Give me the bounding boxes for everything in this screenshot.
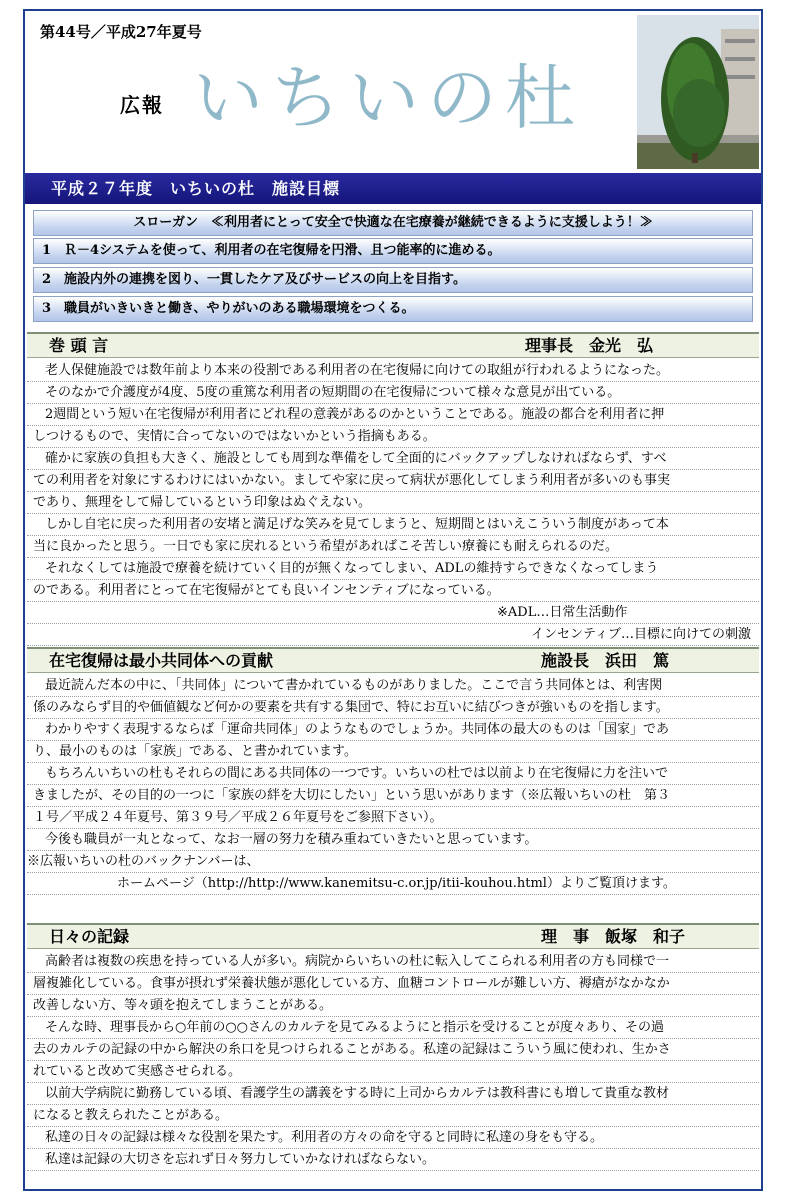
section-header (27, 647, 759, 673)
section-author: 理 事 飯塚 和子 (541, 927, 686, 946)
text-line: 層複雑化している。食事が摂れず栄養状態が悪化している方、血糖コントロールが難しい方、褥瘡がなかなか (27, 973, 759, 995)
text-line: れていると改めて実感させられる。 (27, 1061, 759, 1083)
section-author: 施設長 浜田 篤 (541, 651, 670, 670)
text-line: わかりやすく表現するならば「運命共同体」のようなものでしょうか。共同体の最大のものは「国家」であ (27, 719, 759, 741)
text-line: 当に良かったと思う。一日でも家に戻れるという希望があればこそ苦しい療養にも耐えられるのだ。 (27, 536, 759, 558)
text-line: であり、無理をして帰しているという印象はぬぐえない。 (27, 492, 759, 514)
footnote-line: ※ADL…日常生活動作 (27, 602, 759, 624)
section-body (27, 360, 759, 646)
goal-item: 2 施設内外の連携を図り、一貫したケア及びサービスの向上を目指す。 (33, 267, 753, 293)
slogan: スローガン ≪利用者にとって安全で快適な在宅療養が継続できるように支援しよう！≫ (33, 210, 753, 236)
section-header (27, 332, 759, 358)
text-line: 2週間という短い在宅復帰が利用者にどれ程の意義があるのかということである。施設の都合を利用者に押 (27, 404, 759, 426)
text-line: 私達の日々の記録は様々な役割を果たす。利用者の方々の命を守ると同時に私達の身をも守る。 (27, 1127, 759, 1149)
text-line: しつけるもので、実情に合ってないのではないかという指摘もある。 (27, 426, 759, 448)
text-line: それなくしては施設で療養を続けていく目的が無くなってしまい、ADLの維持すらできなくなってしまう (27, 558, 759, 580)
text-line: 去のカルテの記録の中から解決の糸口を見つけられることがある。私達の記録はこういう風に使われ、生かさ (27, 1039, 759, 1061)
text-line: そのなかで介護度が4度、5度の重篤な利用者の短期間の在宅復帰について様々な意見が出ている。 (27, 382, 759, 404)
section-title: 日々の記録 (49, 927, 130, 946)
section-body (27, 675, 759, 895)
facility-goals-heading: 平成２７年度 いちいの杜 施設目標 (25, 173, 761, 204)
newsletter-logo: いちいの杜 (193, 57, 583, 139)
text-line: になると教えられたことがある。 (27, 1105, 759, 1127)
section-author: 理事長 金光 弘 (525, 336, 654, 355)
text-line: そんな時、理事長から○年前の○○さんのカルテを見てみるようにと指示を受けることが度々あり、その過 (27, 1017, 759, 1039)
goal-item: 3 職員がいきいきと働き、やりがいのある職場環境をつくる。 (33, 296, 753, 322)
text-line: 最近読んだ本の中に、「共同体」について書かれているものがありました。ここで言う共同体とは、利害関 (27, 675, 759, 697)
tree-photo (637, 15, 759, 169)
text-line: 改善しない方、等々頭を抱えてしまうことがある。 (27, 995, 759, 1017)
section-body (27, 951, 759, 1171)
issue-number: 第44号／平成27年夏号 (40, 23, 202, 41)
text-line: 私達は記録の大切さを忘れず日々努力していかなければならない。 (27, 1149, 759, 1171)
text-line: １号／平成２４年夏号、第３９号／平成２６年夏号をご参照下さい）。 (27, 807, 759, 829)
text-line: もちろんいちいの杜もそれらの間にある共同体の一つです。いちいの杜では以前より在宅復帰に力を注いで (27, 763, 759, 785)
text-line: 老人保健施設では数年前より本来の役割である利用者の在宅復帰に向けての取組が行われるようになった。 (27, 360, 759, 382)
goal-item: 1 Ｒ－4システムを使って、利用者の在宅復帰を円滑、且つ能率的に進める。 (33, 238, 753, 264)
section-title: 在宅復帰は最小共同体への貢献 (49, 651, 274, 670)
footnote-line: インセンティブ…目標に向けての刺激 (27, 624, 759, 646)
text-line: 確かに家族の負担も大きく、施設としても周到な準備をして全面的にバックアップしなければならず、すべ (27, 448, 759, 470)
text-line: しかし自宅に戻った利用者の安堵と満足げな笑みを見てしまうと、短期間とはいえこういう制度があって本 (27, 514, 759, 536)
section-header (27, 923, 759, 949)
text-line: 以前大学病院に勤務している頃、看護学生の講義をする時に上司からカルテは教科書にも増して貴重な教材 (27, 1083, 759, 1105)
text-line: きましたが、その目的の一つに「家族の絆を大切にしたい」という思いがあります（※広報いちいの杜 第３ (27, 785, 759, 807)
text-line: のである。利用者にとって在宅復帰がとても良いインセンティブになっている。 (27, 580, 759, 602)
text-line: ての利用者を対象にするわけにはいかない。ましてや家に戻って病状が悪化してしまう利用者が多いのも事実 (27, 470, 759, 492)
section-title: 巻 頭 言 (49, 336, 109, 355)
koho-label: 広報 (120, 93, 164, 117)
text-line: り、最小のものは「家族」である、と書かれています。 (27, 741, 759, 763)
newsletter-page (23, 9, 763, 1191)
text-line: 高齢者は複数の疾患を持っている人が多い。病院からいちいの杜に転入してこられる利用者の方も同様で一 (27, 951, 759, 973)
backnumber-link-line[interactable]: ホームページ（http://http://www.kanemitsu-c.or.jp/itii-kouhou.html）よりご覧頂けます。 (27, 873, 759, 895)
masthead (25, 11, 761, 171)
text-line: 係のみならず目的や価値観など何かの要素を共有する集団で、特にお互いに結びつきが強いものを指します。 (27, 697, 759, 719)
text-line: 今後も職員が一丸となって、なお一層の努力を積み重ねていきたいと思っています。 (27, 829, 759, 851)
text-line: ※広報いちいの杜のバックナンバーは、 (27, 851, 759, 873)
